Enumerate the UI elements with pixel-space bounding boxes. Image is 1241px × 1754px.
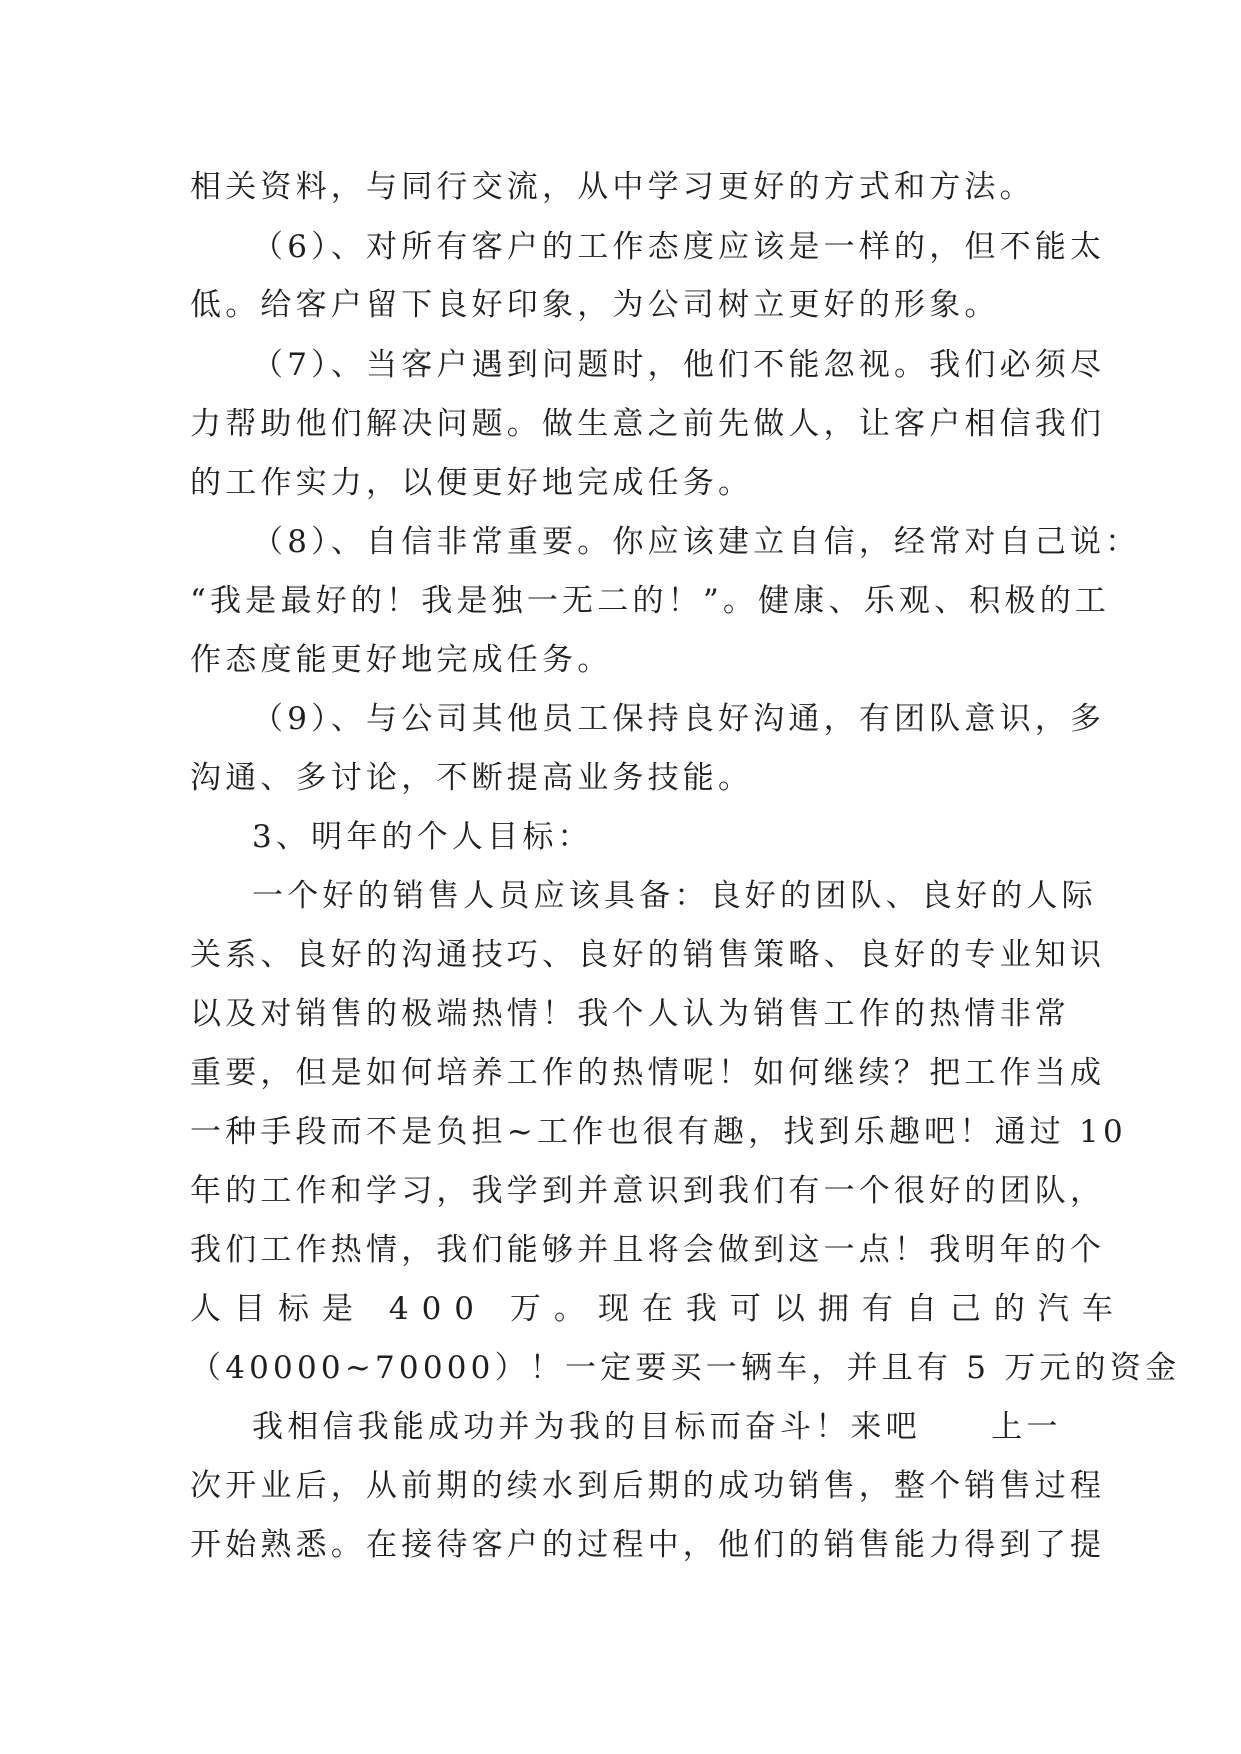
- text-line: 我相信我能成功并为我的目标而奋斗！来吧 上一: [252, 1409, 1062, 1445]
- text-line: 一个好的销售人员应该具备：良好的团队、良好的人际: [252, 878, 1097, 914]
- text-line: 重要，但是如何培养工作的热情呢！如何继续？把工作当成: [190, 1055, 1106, 1091]
- text-line: 人目标是 400 万。现在我可以拥有自己的汽车: [190, 1291, 1126, 1327]
- text-line: 力帮助他们解决问题。做生意之前先做人，让客户相信我们: [190, 406, 1106, 442]
- text-line: 我们工作热情，我们能够并且将会做到这一点！我明年的个: [190, 1232, 1106, 1268]
- text-line: 次开业后，从前期的续水到后期的成功销售，整个销售过程: [190, 1468, 1106, 1504]
- text-line: 一种手段而不是负担~工作也很有趣，找到乐趣吧！通过 10: [190, 1114, 1127, 1150]
- text-line: 以及对销售的极端热情！我个人认为销售工作的热情非常: [190, 996, 1070, 1032]
- text-line: 关系、良好的沟通技巧、良好的销售策略、良好的专业知识: [190, 937, 1106, 973]
- section-heading: 3、明年的个人目标：: [252, 819, 593, 855]
- text-line: （8）、自信非常重要。你应该建立自信，经常对自己说：: [252, 524, 1141, 560]
- text-line: 作态度能更好地完成任务。: [190, 642, 613, 678]
- text-line: （7）、当客户遇到问题时，他们不能忽视。我们必须尽: [252, 347, 1106, 383]
- text-line: “我是最好的！我是独一无二的！”。健康、乐观、积极的工: [190, 583, 1111, 619]
- text-line: （6）、对所有客户的工作态度应该是一样的，但不能太: [252, 229, 1106, 265]
- text-line: （9）、与公司其他员工保持良好沟通，有团队意识，多: [252, 701, 1106, 737]
- text-line: 相关资料，与同行交流，从中学习更好的方式和方法。: [190, 169, 1035, 205]
- text-line: 沟通、多讨论，不断提高业务技能。: [190, 760, 754, 796]
- text-line: 开始熟悉。在接待客户的过程中，他们的销售能力得到了提: [190, 1527, 1106, 1563]
- text-line: 年的工作和学习，我学到并意识到我们有一个很好的团队，: [190, 1173, 1106, 1209]
- text-line: 的工作实力，以便更好地完成任务。: [190, 465, 754, 501]
- text-line: 低。给客户留下良好印象，为公司树立更好的形象。: [190, 287, 1000, 323]
- text-line: （40000~70000）！一定要买一辆车，并且有 5 万元的资金: [190, 1350, 1181, 1386]
